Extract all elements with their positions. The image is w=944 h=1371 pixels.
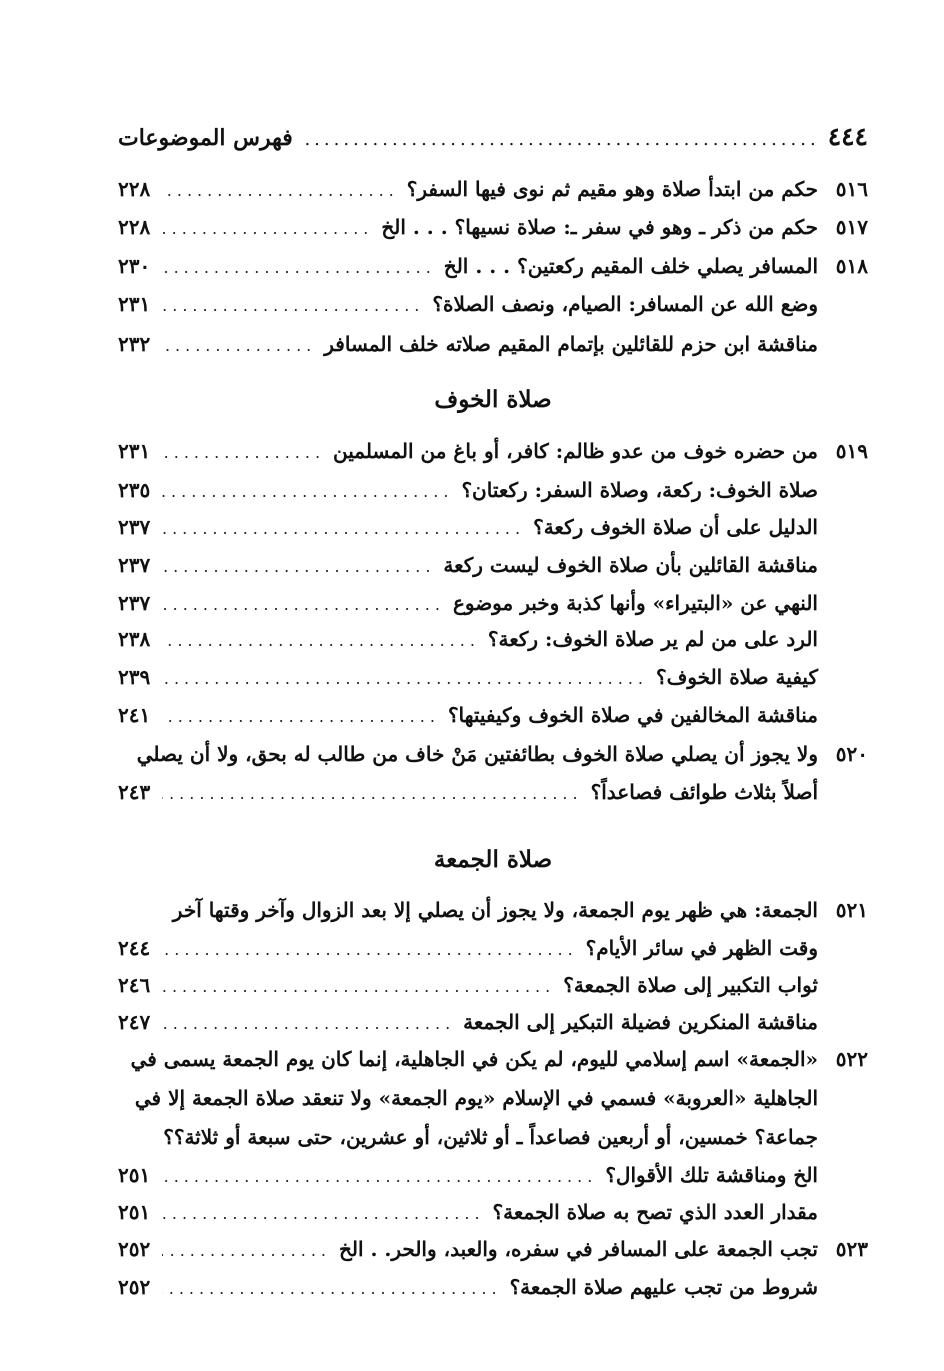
entry-page-number: ٢٣٧ — [118, 591, 151, 615]
entry-body — [118, 210, 818, 246]
dot-leader — [162, 970, 555, 1004]
dot-leader — [162, 550, 435, 584]
entry-body — [118, 1232, 818, 1268]
entry-title: مقدار العدد الذي تصح به صلاة الجمعة؟ — [492, 1200, 818, 1224]
toc-entry — [118, 1081, 868, 1115]
dot-leader — [162, 436, 325, 470]
entry-body — [118, 586, 818, 622]
toc-entry — [118, 1042, 868, 1076]
section-heading: صلاة الخوف — [434, 386, 552, 413]
entry-number: ٥٢٢ — [835, 1047, 868, 1071]
dot-leader — [162, 289, 424, 323]
toc-entry — [118, 1120, 868, 1154]
dot-leader — [162, 1272, 502, 1306]
entry-title: مناقشة المخالفين في صلاة الخوف وكيفيتها؟ — [447, 703, 818, 727]
toc-entry — [118, 622, 868, 656]
entry-body — [118, 287, 818, 323]
entry-title: حكم من ذكر ـ وهو في سفر ـ: صلاة نسيها؟ . . . الخ — [381, 215, 818, 239]
entry-body — [118, 698, 818, 734]
dot-leader — [162, 174, 399, 208]
toc-entry — [118, 510, 868, 544]
toc-entry — [118, 1158, 868, 1192]
entry-number: ٥١٩ — [835, 439, 868, 463]
entry-body — [118, 893, 818, 927]
toc-entry — [118, 1232, 868, 1266]
entry-body — [118, 434, 818, 470]
toc-entry — [118, 473, 868, 507]
entry-body — [118, 1042, 818, 1076]
section-heading: صلاة الجمعة — [433, 846, 553, 873]
running-header — [118, 122, 868, 162]
entry-title: الدليل على أن صلاة الخوف ركعة؟ — [533, 515, 818, 539]
entry-number: ٥٢٠ — [835, 742, 868, 766]
entry-body — [118, 968, 818, 1004]
entry-body — [118, 1120, 818, 1154]
entry-body — [118, 1195, 818, 1231]
toc-entry — [118, 327, 868, 361]
dot-leader — [162, 512, 525, 546]
entry-title: مناقشة المنكرين فضيلة التبكير إلى الجمعة — [463, 1010, 818, 1034]
entry-title: الجاهلية «العروبة» فسمي في الإسلام «يوم الجمعة» ولا تنعقد صلاة الجمعة إلا في — [134, 1086, 818, 1110]
toc-entry — [118, 1005, 868, 1039]
entry-title: حكم من ابتدأ صلاة وهو مقيم ثم نوى فيها السفر؟ — [406, 177, 818, 201]
dot-leader — [162, 212, 373, 246]
entry-page-number: ٢٣٩ — [118, 665, 151, 689]
entry-title: جماعة؟ خمسين، أو أربعين فصاعداً ـ أو ثلاثين، أو عشرين، حتى سبعة أو ثلاثة؟؟ — [163, 1125, 818, 1149]
entry-number: ٥١٦ — [835, 177, 868, 201]
entry-page-number: ٢٣٥ — [118, 478, 151, 502]
entry-title: شروط من تجب عليهم صلاة الجمعة؟ — [509, 1275, 818, 1299]
entry-title: الخ ومناقشة تلك الأقوال؟ — [605, 1163, 818, 1187]
entry-body — [118, 473, 818, 509]
entry-title: النهي عن «البتيراء» وأنها كذبة وخبر موضوع — [452, 591, 818, 615]
entry-number: ٥٢٣ — [835, 1237, 868, 1261]
entry-page-number: ٢٤٦ — [118, 973, 151, 997]
entry-title: الرد على من لم ير صلاة الخوف: ركعة؟ — [487, 627, 818, 651]
entry-title: «الجمعة» اسم إسلامي لليوم، لم يكن في الجاهلية، إنما كان يوم الجمعة يسمى في — [130, 1047, 818, 1071]
entry-title: المسافر يصلي خلف المقيم ركعتين؟ . . . الخ — [443, 254, 818, 278]
dot-leader — [162, 777, 583, 811]
entry-title: تجب الجمعة على المسافر في سفره، والعبد، والحر. . الخ — [338, 1237, 818, 1261]
entry-page-number: ٢٣٧ — [118, 553, 151, 577]
entry-title: مناقشة القائلين بأن صلاة الخوف ليست ركعة — [443, 553, 818, 577]
entry-body — [118, 1005, 818, 1041]
entry-page-number: ٢٥٢ — [118, 1237, 151, 1261]
toc-entry — [118, 210, 868, 244]
toc-entry — [118, 1195, 868, 1229]
entry-page-number: ٢٥١ — [118, 1163, 151, 1187]
entry-number: ٥١٧ — [835, 215, 868, 239]
entry-body — [118, 931, 818, 967]
entry-page-number: ٢٣٠ — [118, 254, 151, 278]
entry-title: أصلاً بثلاث طوائف فصاعداً؟ — [590, 780, 818, 804]
entry-number: ٥٢١ — [835, 898, 868, 922]
dot-leader — [162, 933, 578, 967]
entry-page-number: ٢٣٢ — [118, 332, 151, 356]
entry-number: ٥١٨ — [835, 254, 868, 278]
entry-body — [118, 548, 818, 584]
entry-title: ثواب التكبير إلى صلاة الجمعة؟ — [563, 973, 818, 997]
entry-page-number: ٢٤٧ — [118, 1010, 151, 1034]
entry-body — [118, 1158, 818, 1194]
toc-entry — [118, 434, 868, 468]
entry-title: الجمعة: هي ظهر يوم الجمعة، ولا يجوز أن يصلي إلا بعد الزوال وآخر وقتها آخر — [172, 898, 818, 922]
toc-entry — [118, 698, 868, 732]
toc-entry — [118, 968, 868, 1002]
entry-body — [118, 622, 818, 658]
toc-entry — [118, 893, 868, 927]
entry-page-number: ٢٤٤ — [118, 936, 151, 960]
header-dot-leader — [301, 129, 820, 150]
entry-body — [118, 775, 818, 811]
entry-page-number: ٢٢٨ — [118, 215, 151, 239]
entry-body — [118, 660, 818, 696]
entry-title: صلاة الخوف: ركعة، وصلاة السفر: ركعتان؟ — [461, 478, 818, 502]
dot-leader — [162, 1007, 455, 1041]
dot-leader — [162, 475, 453, 509]
entry-title: من حضره خوف من عدو ظالم: كافر، أو باغ من المسلمين — [333, 439, 818, 463]
header-title: فهرس الموضوعات — [118, 125, 293, 151]
toc-entry — [118, 249, 868, 283]
dot-leader — [162, 700, 440, 734]
toc-entry — [118, 287, 868, 321]
entry-body — [118, 249, 818, 285]
toc-entry — [118, 586, 868, 620]
entry-title: مناقشة ابن حزم للقائلين بإتمام المقيم صلاته خلف المسافر — [324, 332, 818, 356]
dot-leader — [162, 329, 316, 363]
entry-page-number: ٢٣٨ — [118, 627, 151, 651]
entry-page-number: ٢٤٣ — [118, 780, 151, 804]
entry-title: وقت الظهر في سائر الأيام؟ — [585, 936, 818, 960]
dot-leader — [162, 662, 648, 696]
entry-body — [118, 172, 818, 208]
toc-entry — [118, 737, 868, 771]
header-page-number: ٤٤٤ — [827, 122, 868, 151]
entry-body — [118, 737, 818, 771]
toc-entry — [118, 660, 868, 694]
entry-body — [118, 1081, 818, 1115]
toc-entry — [118, 172, 868, 206]
entry-page-number: ٢٢٨ — [118, 177, 151, 201]
toc-entry — [118, 548, 868, 582]
entry-page-number: ٢٥٢ — [118, 1275, 151, 1299]
entry-page-number: ٢٤١ — [118, 703, 151, 727]
dot-leader — [162, 1160, 597, 1194]
entry-body — [118, 510, 818, 546]
dot-leader — [162, 624, 480, 658]
entry-page-number: ٢٣٧ — [118, 515, 151, 539]
entry-body — [118, 1270, 818, 1306]
entry-title: ولا يجوز أن يصلي صلاة الخوف بطائفتين مَنْ خاف من طالب له بحق، ولا أن يصلي — [136, 742, 818, 766]
entry-page-number: ٢٣١ — [118, 292, 151, 316]
dot-leader — [162, 588, 445, 622]
dot-leader — [162, 1197, 485, 1231]
entry-page-number: ٢٣١ — [118, 439, 151, 463]
entry-body — [118, 327, 818, 363]
toc-entry — [118, 775, 868, 809]
toc-entry — [118, 931, 868, 965]
entry-page-number: ٢٥١ — [118, 1200, 151, 1224]
dot-leader — [162, 1234, 331, 1268]
dot-leader — [162, 251, 436, 285]
entry-title: كيفية صلاة الخوف؟ — [656, 665, 818, 689]
toc-entry — [118, 1270, 868, 1304]
entry-title: وضع الله عن المسافر: الصيام، ونصف الصلاة؟ — [432, 292, 818, 316]
